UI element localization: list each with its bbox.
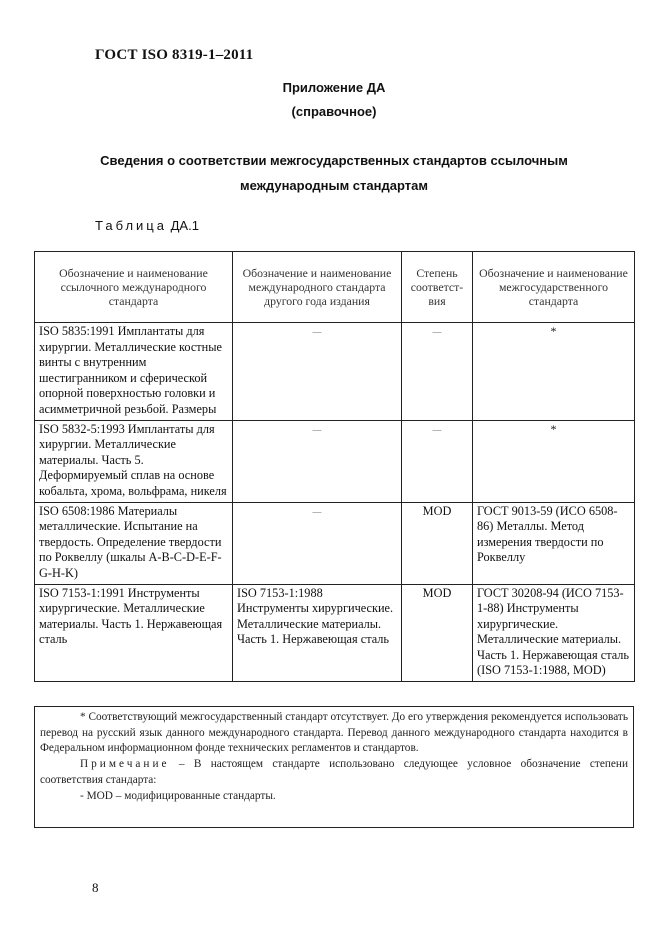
table-row: [35, 584, 635, 682]
annex-heading: [34, 148, 634, 198]
note-paragraph: [40, 757, 628, 788]
note-label: Примечание: [80, 758, 170, 771]
table-header-row: [35, 252, 635, 323]
table-footnote: [34, 706, 634, 828]
asterisk-mark: *: [550, 324, 557, 338]
degree-cell: [402, 323, 473, 421]
annex-subtitle: (справочное): [291, 104, 377, 119]
other-edition-cell: [233, 323, 402, 421]
column-header: Обозначение и наименование международного стандарта другого года издания: [233, 252, 402, 323]
ref-standard-cell: ISO 6508:1986 Материалы металлические. Испытание на твердость. Определение твердости по Роквеллу (шкалы A-B-C-D-E-F-G-H-K): [35, 502, 233, 584]
note-text: – В настоящем стандарте использовано следующее условное обозначение степени соответствия стандарта:: [40, 758, 628, 786]
mod-definition: - MOD – модифицированные стандарты.: [80, 789, 276, 802]
interstate-standard-cell: [473, 323, 635, 421]
interstate-standard-cell: [473, 420, 635, 502]
table-row: [35, 502, 635, 584]
annex-title: Приложение ДА: [282, 80, 386, 95]
degree-cell: MOD: [402, 584, 473, 682]
table-row: [35, 323, 635, 421]
table-label: [95, 218, 199, 233]
asterisk-mark: *: [550, 421, 557, 436]
dash-mark: —: [312, 506, 322, 517]
dash-mark: —: [432, 327, 442, 337]
column-header: Степень соответст-вия: [402, 252, 473, 323]
annex-heading-line-1: Сведения о соответствии межгосударственных стандартов ссылочным: [100, 153, 568, 168]
interstate-standard-cell: ГОСТ 9013-59 (ИСО 6508-86) Металлы. Метод измерения твердости по Роквеллу: [473, 502, 635, 584]
table-label-number: ДА.1: [170, 218, 199, 233]
column-header: Обозначение и наименование ссылочного международного стандарта: [35, 252, 233, 323]
footnote-star-text: * Соответствующий межгосударственный стандарт отсутствует. До его утверждения рекомендуется использовать перевод на русский язык данного международного стандарта. Перевод данного международного стандарта находится в Федеральном информационном фонде технических регламентов и стандартов.: [40, 711, 629, 755]
document-header: ГОСТ ISO 8319-1–2011: [95, 47, 254, 63]
other-edition-cell: ISO 7153-1:1988 Инструменты хирургические. Металлические материалы. Часть 1. Нержавеющая сталь: [233, 584, 402, 682]
interstate-standard-cell: ГОСТ 30208-94 (ИСО 7153-1-88) Инструменты хирургические. Металлические материалы. Часть 1. Нержавеющая сталь (ISO 7153-1:1988, MOD): [473, 584, 635, 682]
table-label-word: Таблица: [95, 218, 167, 233]
degree-cell: [402, 420, 473, 502]
column-header: Обозначение и наименование межгосударственного стандарта: [473, 252, 635, 323]
ref-standard-cell: ISO 5835:1991 Имплантаты для хирургии. Металлические костные винты с внутренним шестигранником и сферической опорной поверхностью головки и асимметричной резьбой. Размеры: [35, 323, 233, 421]
annex-heading-line-2: международным стандартам: [240, 178, 428, 193]
degree-cell: MOD: [402, 502, 473, 584]
other-edition-cell: [233, 502, 402, 584]
ref-standard-cell: ISO 7153-1:1991 Инструменты хирургические. Металлические материалы. Часть 1. Нержавеющая сталь: [35, 584, 233, 682]
dash-mark: —: [312, 327, 322, 337]
table-row: [35, 420, 635, 502]
correspondence-table: [34, 251, 635, 682]
dash-mark: —: [432, 424, 442, 435]
other-edition-cell: [233, 420, 402, 502]
ref-standard-cell: ISO 5832-5:1993 Имплантаты для хирургии. Металлические материалы. Часть 5. Деформируемый сплав на основе кобальта, хрома, вольфрама, никеля: [35, 420, 233, 502]
page-number: 8: [92, 880, 99, 895]
dash-mark: —: [312, 424, 322, 435]
